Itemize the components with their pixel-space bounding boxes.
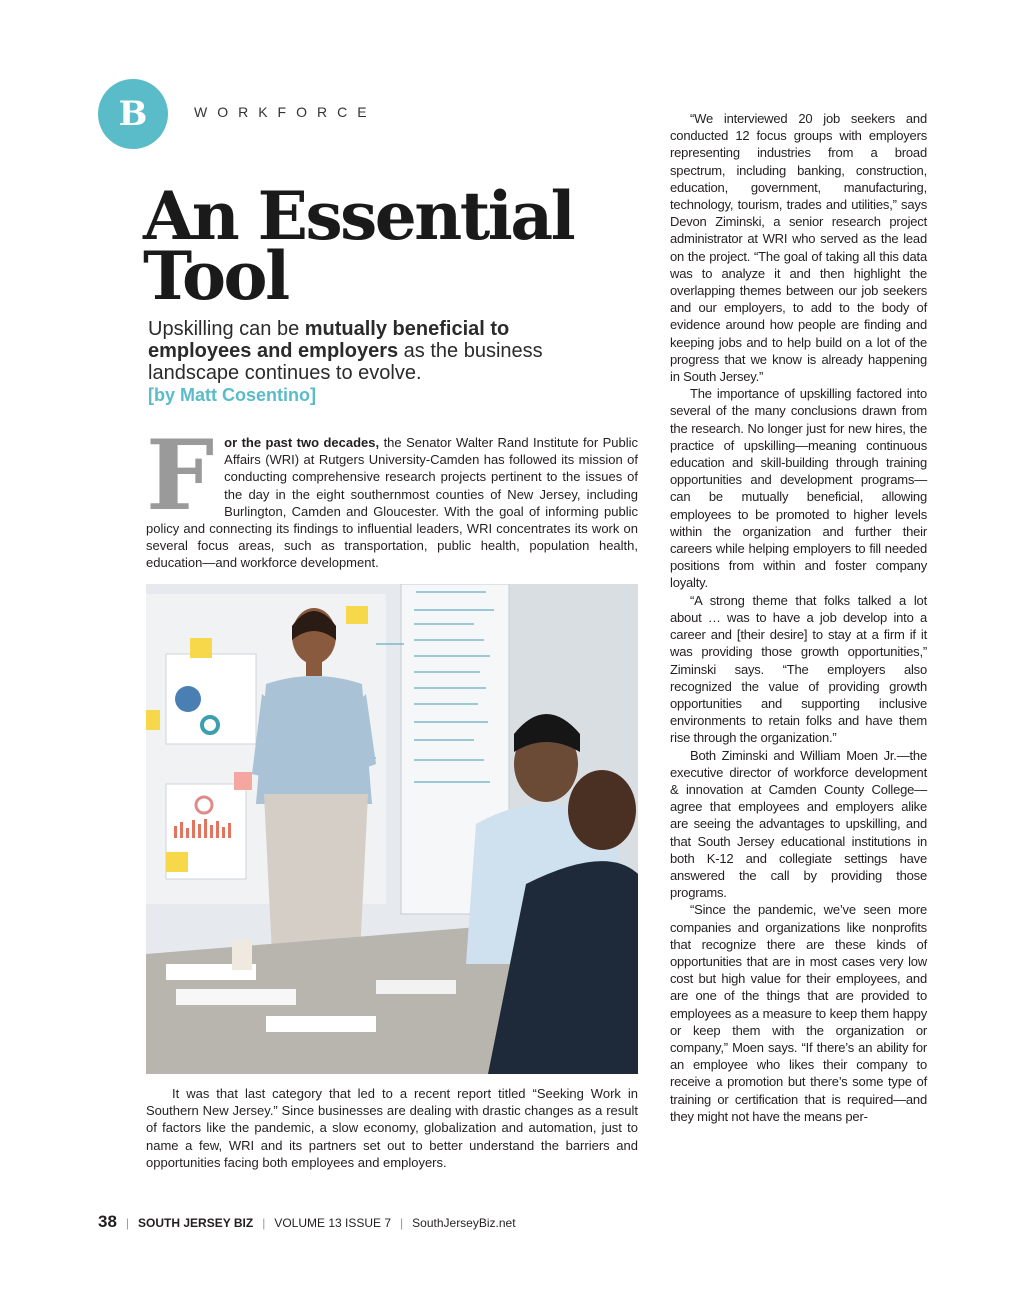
- deck: [148, 318, 608, 384]
- deck-text-2: as the business landscape continues to evolve.: [148, 340, 543, 384]
- deck-text-1: Upskilling can be: [148, 318, 305, 340]
- page-number: 38: [98, 1212, 117, 1231]
- intro-text: the Senator Walter Rand Institute for Public Affairs (WRI) at Rutgers University-Camden has followed its mission of conducting comprehensive research projects pertinent to the issues of the day in the eight southernmost counties of New Jersey, including Burlington, Camden and Gloucester. With the goal of informing public policy and connecting its findings to influential leaders, WRI concentrates its work on several focus areas, such as transportation, public health, population health, education—and workforce development.: [146, 435, 639, 571]
- footer-separator: |: [400, 1216, 404, 1230]
- intro-lead: or the past two decades,: [224, 435, 380, 450]
- byline: [by Matt Cosentino]: [148, 385, 316, 405]
- website-url: SouthJerseyBiz.net: [412, 1216, 516, 1230]
- article-photo: [146, 584, 638, 1074]
- issue-info: VOLUME 13 ISSUE 7: [274, 1216, 392, 1230]
- headline: An Essential Tool: [143, 177, 574, 315]
- right-paragraph-1: “We interviewed 20 job seekers and conducted 12 focus groups with employers representing industries from a broad spectrum, including banking, construction, education, government, manufacturing, technology, tourism, trades and utilities,” says Devon Ziminski, a senior research project administrator at WRI who served as the lead on the project. “The goal of taking all this data was to analyze it and then highlight the overlapping themes between our job seekers and our employers, to add to the body of evidence around how people are finding and keeping jobs and to help build on a lot of the progress that we know is already happening in South Jersey.”: [670, 111, 927, 385]
- drop-cap: F: [146, 419, 215, 532]
- right-paragraph-5: “Since the pandemic, we’ve seen more companies and organizations like nonprofits that recognize there are these kinds of opportunities that are in most cases very low cost but high value for their employees, and are one of the things that are provided to employees as a measure to keep them happy or keep them with the organization or company,” Moen says. “If there’s an ability for an employee who likes their company to receive a promotion but there’s some type of training or certification that is required—and they might not have the means per-: [670, 902, 927, 1124]
- page-footer: [98, 1212, 516, 1232]
- office-meeting-illustration: [146, 584, 638, 1074]
- right-column: [670, 110, 927, 1125]
- right-paragraph-2: The importance of upskilling factored into several of the many conclusions drawn from the research. No longer just for new hires, the practice of upskilling—meaning continuous education and skill-building through training opportunities and development programs—can be mutually beneficial, allowing employees to be promoted to higher levels within the organization and further their careers while helping employers to fill needed positions from within and foster company loyalty.: [670, 386, 927, 591]
- magazine-name: SOUTH JERSEY BIZ: [138, 1216, 254, 1230]
- right-paragraph-3: “A strong theme that folks talked a lot about … was to have a job develop into a career and [their desire] to stay at a firm if it was providing those growth opportunities,” Ziminski says. “The employers also recognized the value of providing growth opportunities and supporting inclusive environments to retain folks and have them rise through the organization.”: [670, 592, 927, 746]
- badge-letter: B: [118, 94, 148, 134]
- deck-bold: mutually beneficial to employees and employers: [148, 318, 510, 362]
- right-paragraph-4: Both Ziminski and William Moen Jr.—the executive director of workforce development & innovation at Camden County College—agree that employees and employers alike are seeing the advantages to upskilling, and that South Jersey educational institutions in both K-12 and collegiate settings have answered the call by providing those programs.: [670, 747, 927, 901]
- intro-paragraph: [146, 419, 639, 572]
- section-badge: [98, 79, 168, 149]
- footer-separator: |: [262, 1216, 266, 1230]
- section-label: WORKFORCE: [194, 104, 377, 120]
- body-paragraph-2: It was that last category that led to a recent report titled “Seeking Work in Southern New Jersey.” Since businesses are dealing with drastic changes as a result of factors like the pandemic, a slow economy, globalization and automation, just to name a few, WRI and its partners set out to better understand the barriers and opportunities facing both employees and employers.: [146, 1086, 638, 1170]
- footer-separator: |: [125, 1216, 130, 1230]
